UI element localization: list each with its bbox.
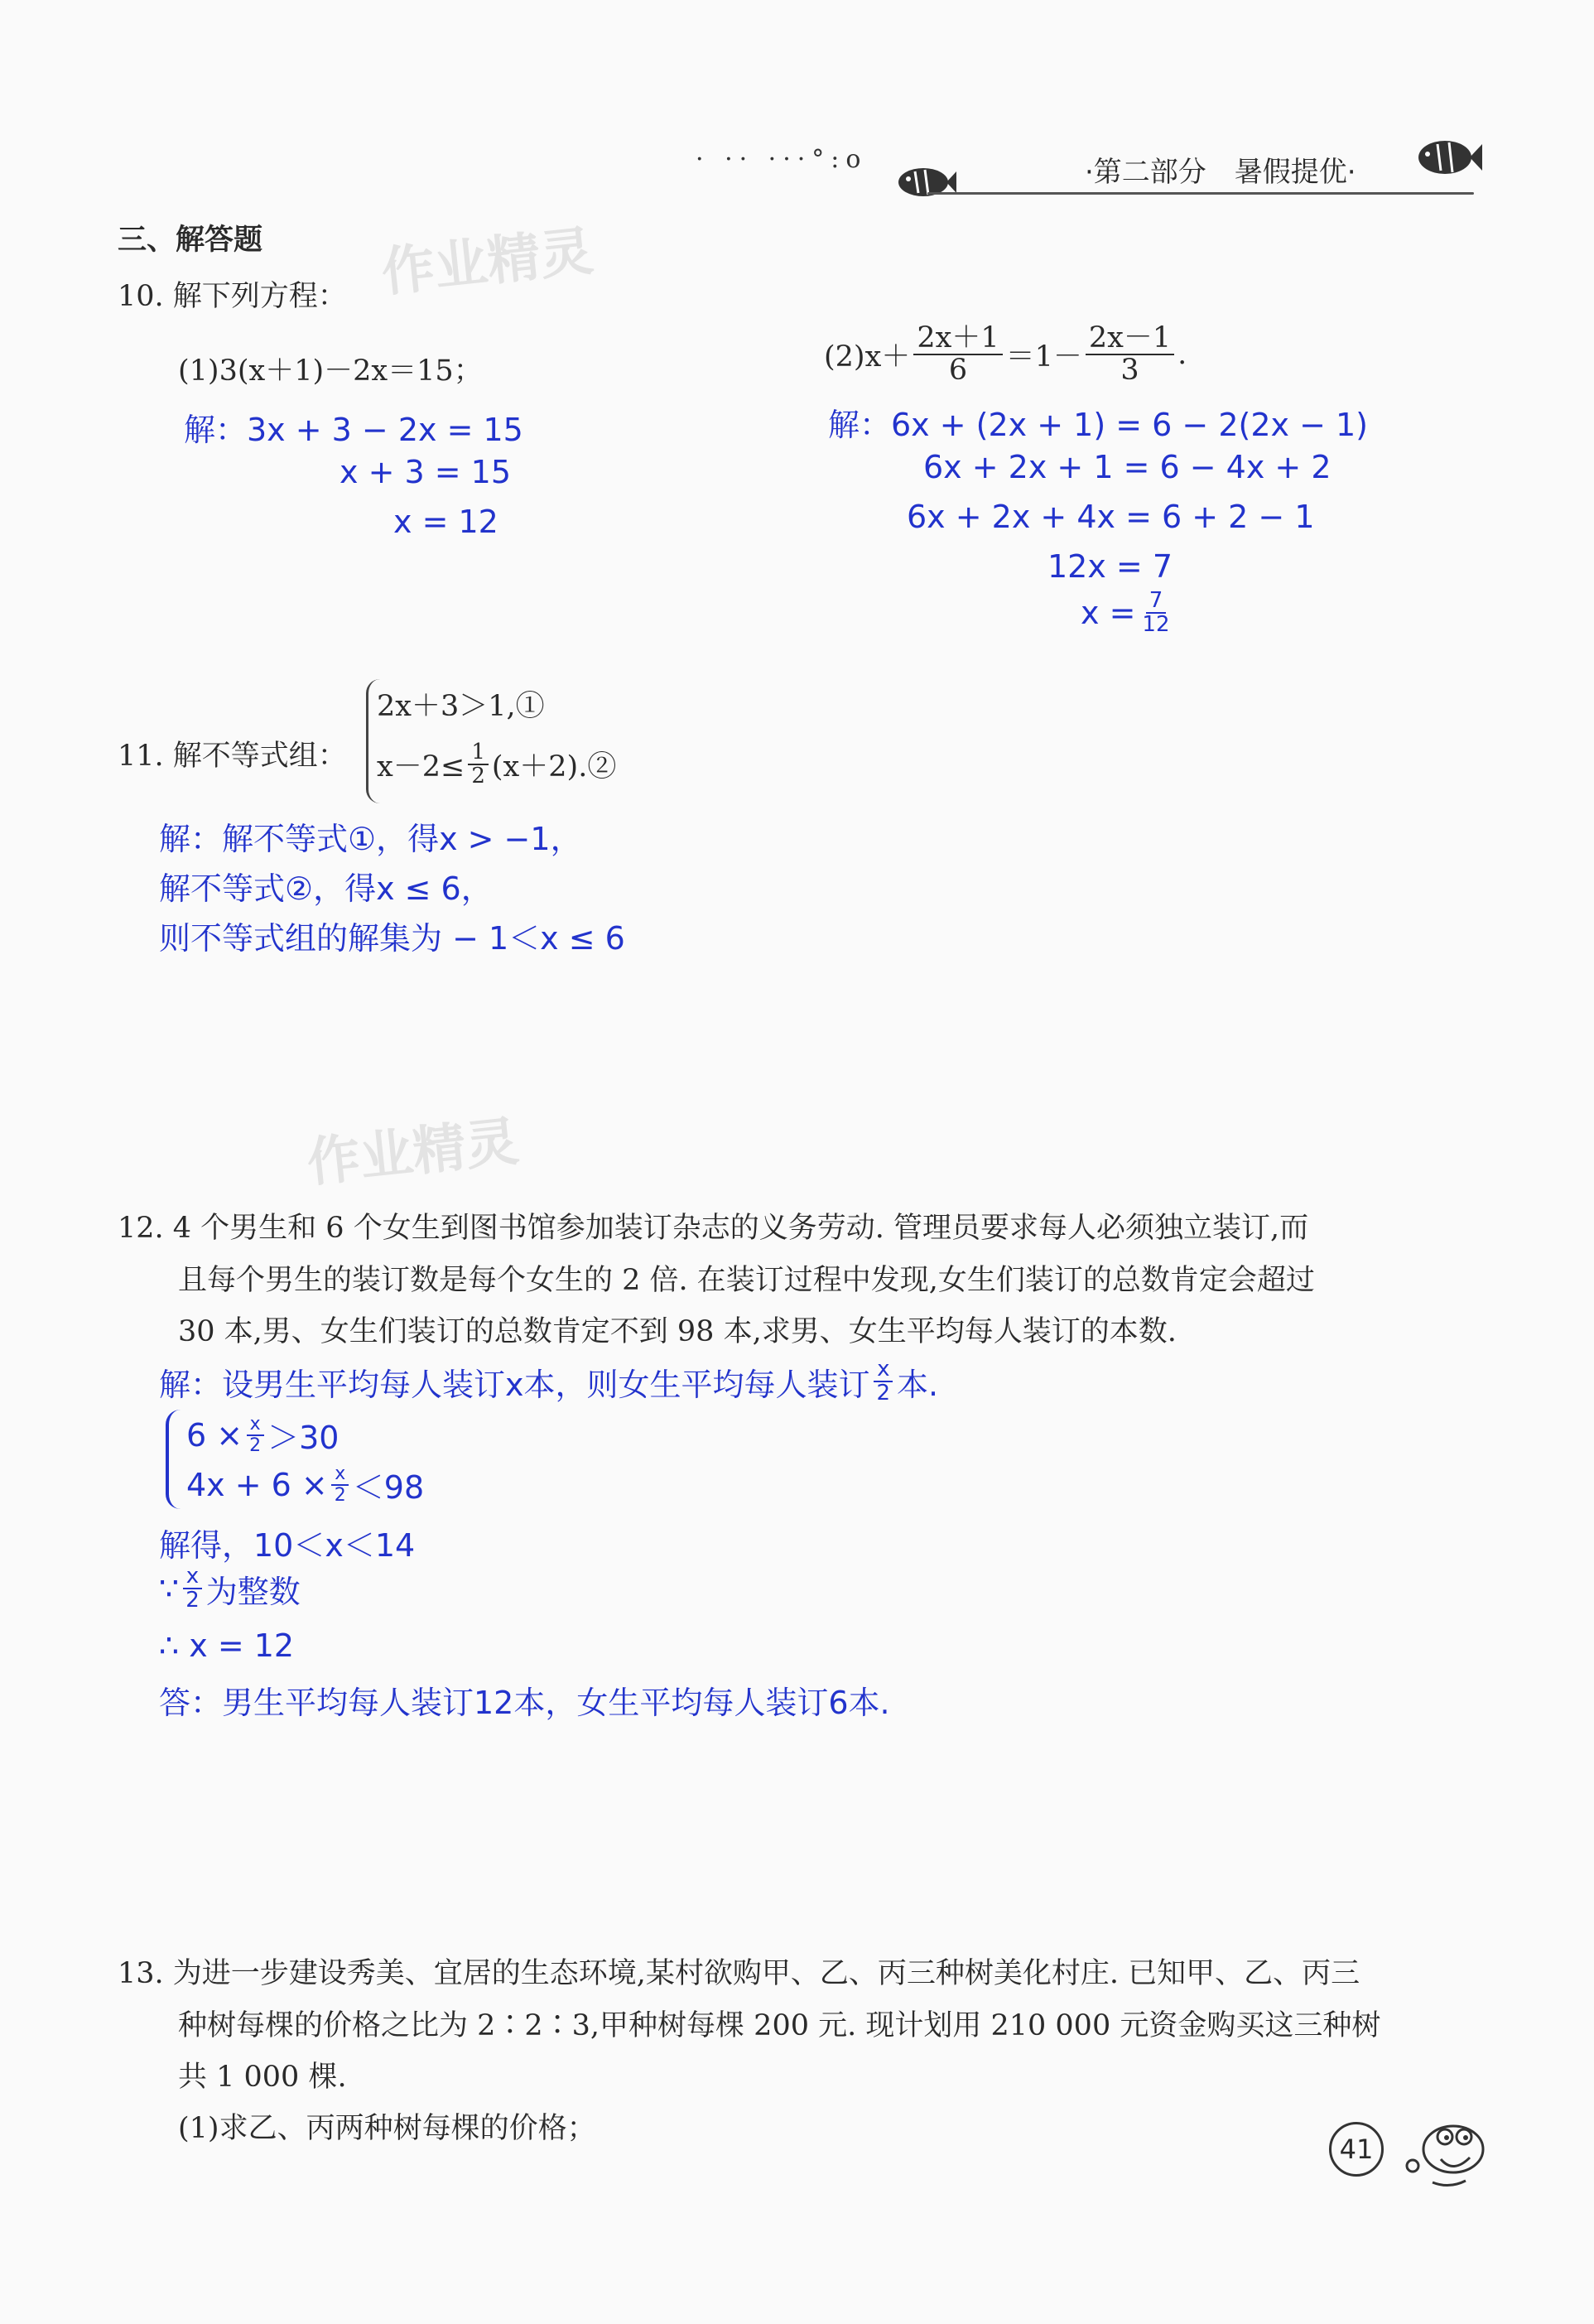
q11-label: 11. 解不等式组： xyxy=(118,740,347,773)
q10-p1-prompt: (1)3(x＋1)－2x＝15； xyxy=(178,354,483,388)
q12-sys-2 xyxy=(186,1462,424,1507)
fraction xyxy=(1086,323,1174,386)
fraction-denominator: 2 xyxy=(876,1381,891,1406)
fraction xyxy=(246,1415,264,1454)
section-title: 三、解答题 xyxy=(118,224,263,257)
fraction-numerator: 7 xyxy=(1146,590,1167,614)
fraction-numerator: 1 xyxy=(468,741,489,765)
q10-p2-sol-1: 解：6x + (2x + 1) = 6 − 2(2x − 1) xyxy=(828,407,1368,443)
fraction xyxy=(874,1358,894,1405)
mascot-icon xyxy=(1399,2108,1490,2194)
q12-sys2-b: ＜98 xyxy=(352,1469,425,1506)
page-number-circle: 41 xyxy=(1329,2122,1384,2177)
q11-sol-1: 解：解不等式①，得x > −1， xyxy=(159,821,582,857)
q10-p2-last-a: x = xyxy=(1081,595,1136,632)
q12-sys1-b: ＞30 xyxy=(267,1420,340,1456)
q12-sol-intro-a: 解：设男生平均每人装订x本，则女生平均每人装订 xyxy=(159,1366,870,1403)
fraction xyxy=(913,323,1002,386)
fraction-numerator: x xyxy=(331,1464,349,1485)
fraction-numerator: 2x＋1 xyxy=(913,323,1002,355)
q12-brace xyxy=(166,1410,181,1509)
q12-text-3: 30 本,男、女生们装订的总数肯定不到 98 本,求男、女生平均每人装订的本数. xyxy=(178,1315,1177,1348)
q11-sol-3: 则不等式组的解集为 − 1＜x ≤ 6 xyxy=(159,920,625,957)
fraction xyxy=(1139,590,1173,637)
fraction xyxy=(182,1565,203,1613)
header-label: ·第二部分 暑假提优· xyxy=(1085,156,1356,189)
fraction-numerator: x xyxy=(183,1565,202,1589)
q12-sol-intro xyxy=(159,1358,938,1405)
fraction-numerator: x xyxy=(874,1358,893,1382)
q12-answer: 答：男生平均每人装订12本，女生平均每人装订6本. xyxy=(159,1685,890,1721)
q11-line2-a: x－2≤ xyxy=(377,750,465,784)
q12-because-a: ∵ xyxy=(159,1570,180,1608)
header-rule xyxy=(927,192,1474,195)
q13-text-4: (1)求乙、丙两种树每棵的价格； xyxy=(178,2112,596,2145)
fraction xyxy=(331,1464,349,1504)
q10-p2-sol-3: 6x + 2x + 4x = 6 + 2 − 1 xyxy=(907,499,1315,535)
q10-p1-sol-2: x + 3 = 15 xyxy=(340,454,512,490)
q10-p2-sol-5 xyxy=(1081,590,1177,637)
q10-p2-prompt-c: . xyxy=(1177,337,1187,371)
watermark: 作业精灵 xyxy=(378,220,596,305)
fish-icon-left xyxy=(890,162,956,206)
q12-text-1: 12. 4 个男生和 6 个女生到图书馆参加装订杂志的义务劳动. 管理员要求每人必须独立装订,而 xyxy=(118,1212,1309,1245)
q12-sys-1 xyxy=(186,1412,339,1458)
q10-p2-sol-4: 12x = 7 xyxy=(1047,548,1173,585)
q12-sys2-a: 4x + 6 × xyxy=(186,1466,328,1503)
fraction-denominator: 2 xyxy=(334,1484,346,1506)
q10-p1-sol-1: 解：3x + 3 − 2x = 15 xyxy=(184,412,523,448)
q13-text-2: 种树每棵的价格之比为 2∶2∶3,甲种树每棵 200 元. 现计划用 210 000 元资金购买这三种树 xyxy=(178,2009,1381,2042)
q12-sys1-a: 6 × xyxy=(186,1416,243,1454)
q12-because-b: 为整数 xyxy=(205,1573,301,1610)
q12-text-2: 且每个男生的装订数是每个女生的 2 倍. 在装订过程中发现,女生们装订的总数肯定会超过 xyxy=(178,1264,1315,1297)
fraction-numerator: x xyxy=(247,1415,264,1435)
q13-text-1: 13. 为进一步建设秀美、宜居的生态环境,某村欲购甲、乙、丙三种树美化村庄. 已知甲、乙、丙三 xyxy=(118,1957,1360,1990)
q11-line1: 2x＋3＞1,① xyxy=(377,690,545,723)
q12-sol-mid: 解得，10＜x＜14 xyxy=(159,1527,416,1564)
page-number xyxy=(1329,2122,1384,2177)
fraction-numerator: 2x－1 xyxy=(1086,323,1174,355)
q11-sol-2: 解不等式②，得x ≤ 6， xyxy=(159,870,493,907)
fraction-denominator: 3 xyxy=(1120,353,1139,387)
q10-p2-prompt-a: (2)x＋ xyxy=(824,340,911,374)
fraction-denominator: 6 xyxy=(948,353,968,387)
fraction-denominator: 12 xyxy=(1142,612,1170,638)
q10-p1-sol-3: x = 12 xyxy=(393,504,498,540)
q11-line2-b: (x＋2).② xyxy=(491,750,617,784)
q12-because xyxy=(159,1565,301,1613)
q11-line2 xyxy=(377,741,616,788)
header-dots: · ·· ···°:o xyxy=(696,145,868,174)
fraction-denominator: 2 xyxy=(471,764,485,789)
fraction-denominator: 2 xyxy=(185,1588,200,1613)
q10-p2-prompt xyxy=(824,323,1187,386)
q10-p2-prompt-b: ＝1－ xyxy=(1005,340,1082,374)
q10-p2-sol-2: 6x + 2x + 1 = 6 − 4x + 2 xyxy=(923,449,1332,485)
q10-label: 10. 解下列方程： xyxy=(118,280,347,313)
fish-icon-right xyxy=(1408,133,1482,186)
q12-sol-intro-b: 本. xyxy=(897,1366,939,1403)
q12-therefore: ∴ x = 12 xyxy=(159,1627,295,1664)
fraction-denominator: 2 xyxy=(249,1434,262,1456)
fraction xyxy=(468,741,489,788)
watermark: 作业精灵 xyxy=(304,1111,522,1195)
q13-text-3: 共 1 000 棵. xyxy=(178,2061,347,2094)
